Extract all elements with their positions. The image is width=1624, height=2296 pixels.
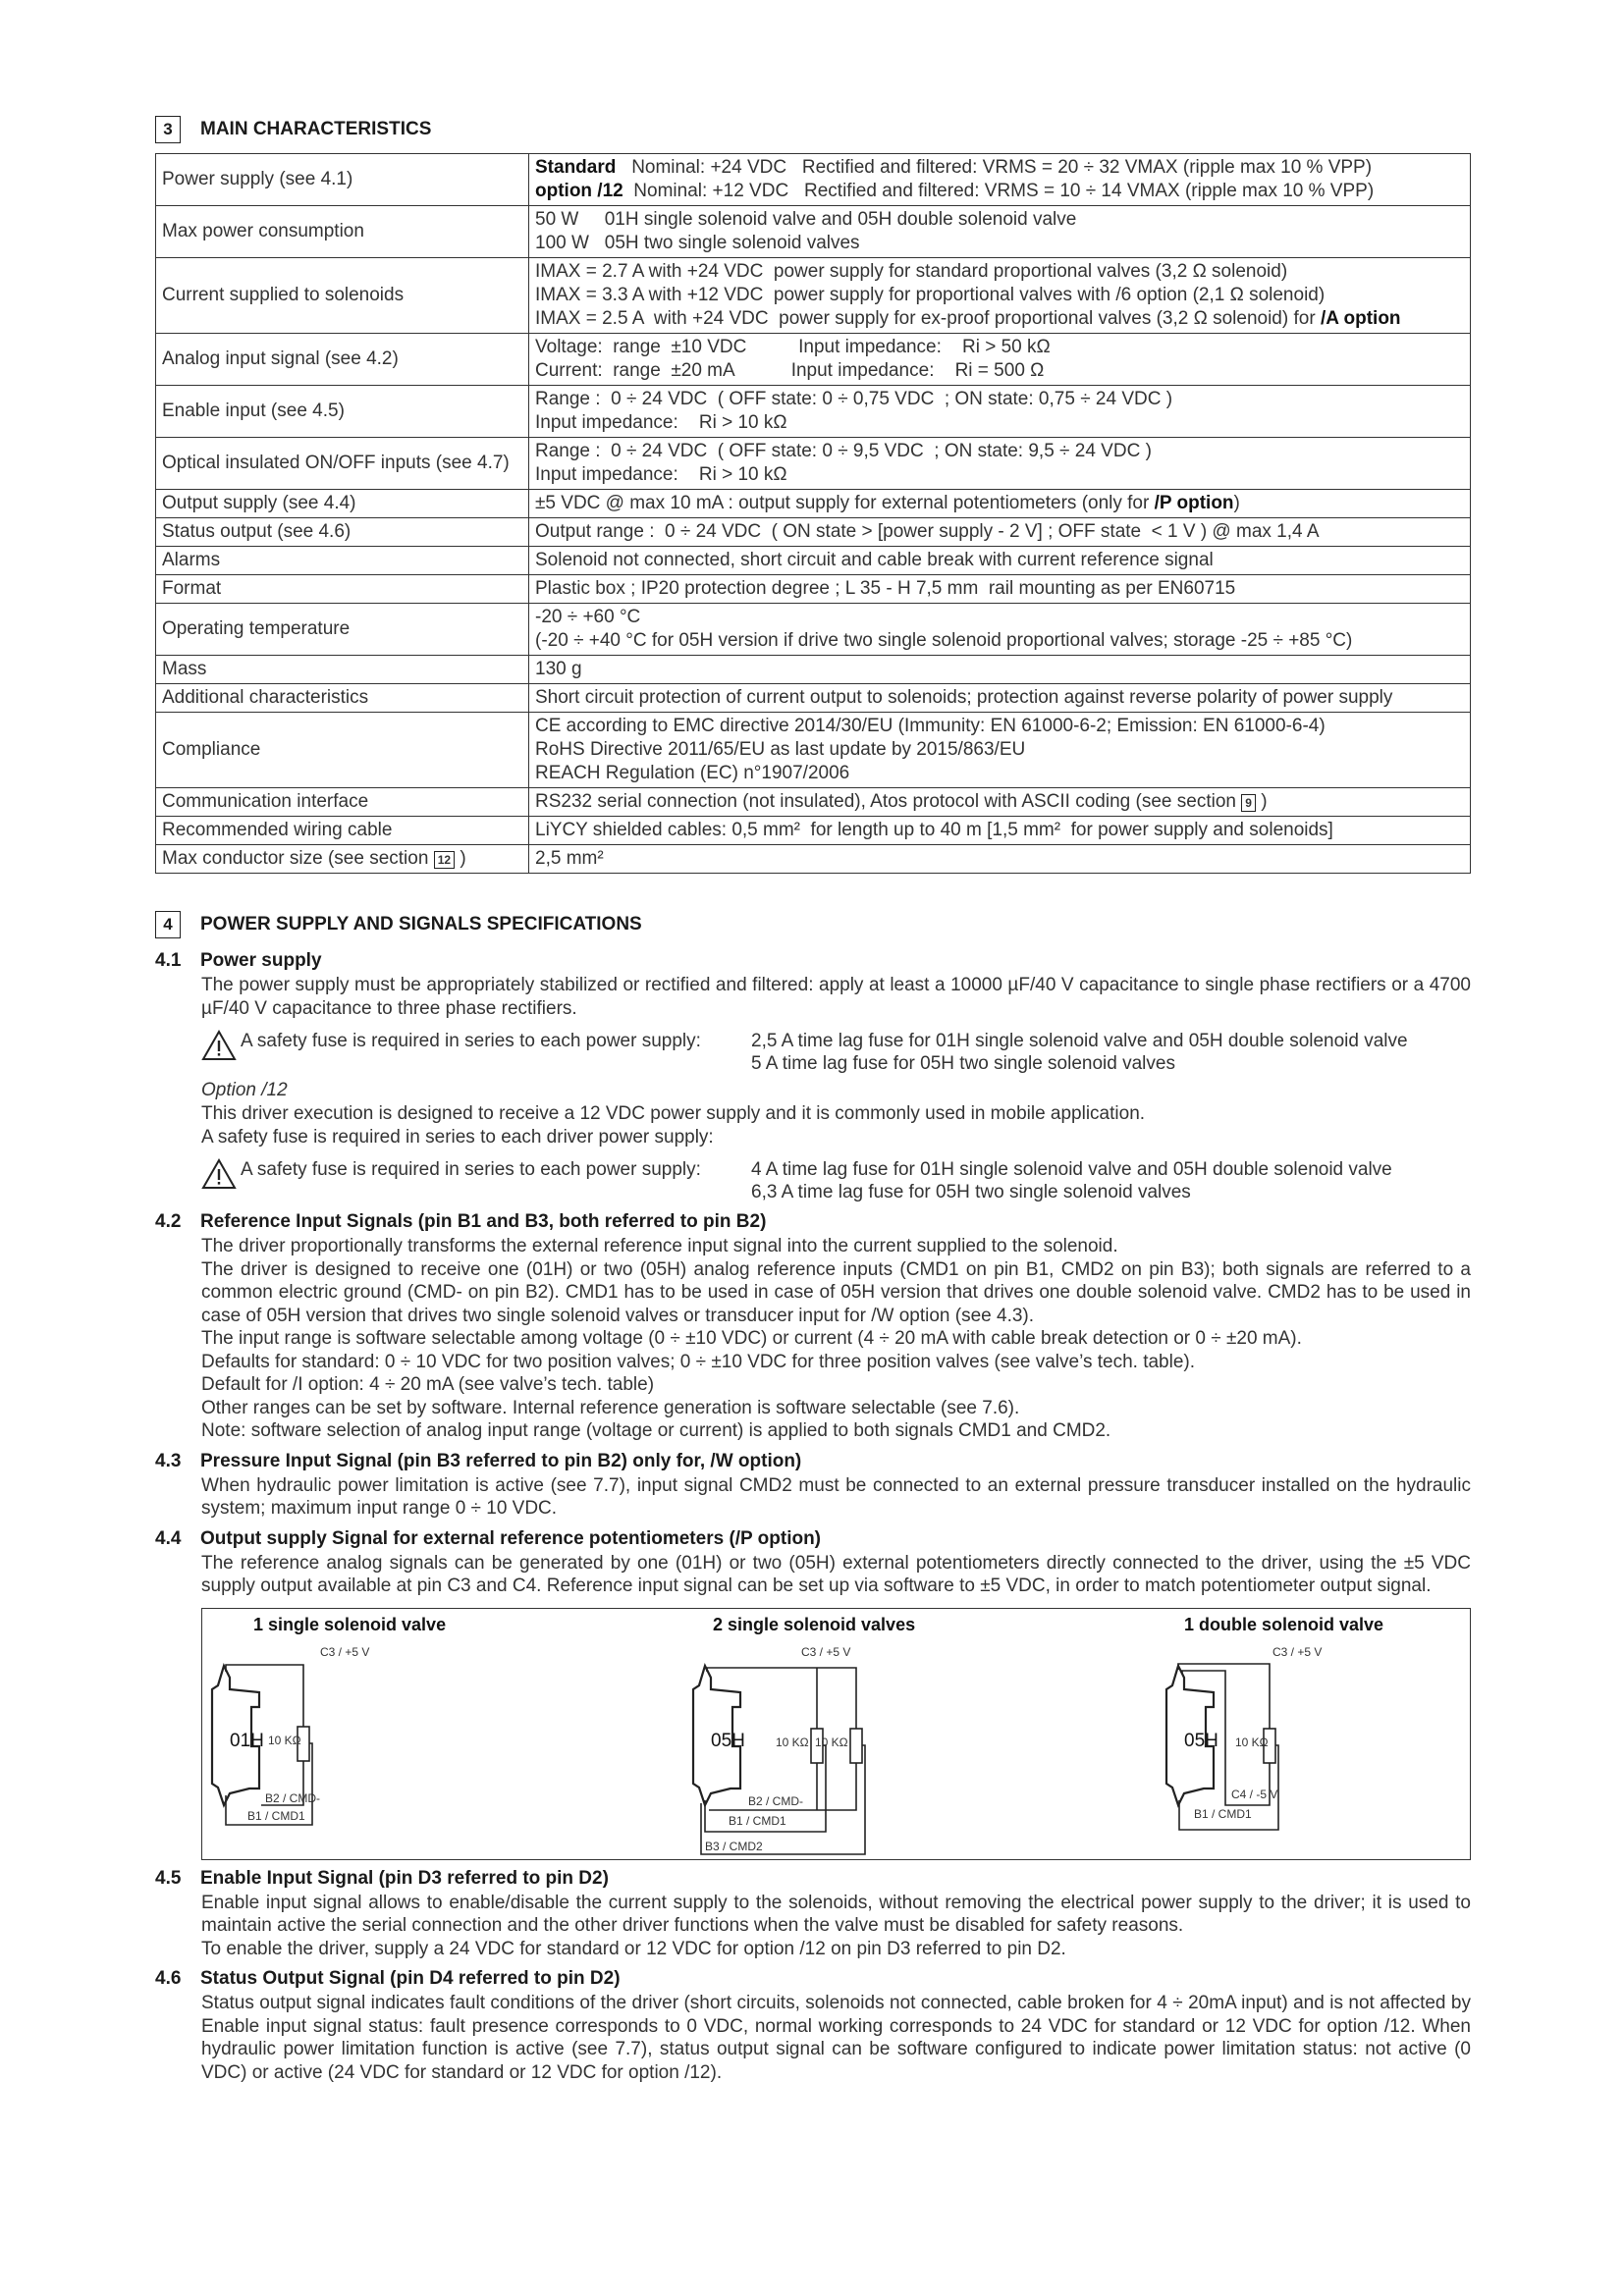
value-text: 2,5 mm² xyxy=(535,848,604,869)
row-label xyxy=(156,547,529,575)
row-label xyxy=(156,656,529,684)
fuse-warning xyxy=(201,1158,1471,1203)
subsection-number: 4.2 xyxy=(155,1211,182,1232)
subsection-number: 4.6 xyxy=(155,1968,182,1989)
paragraph: Other ranges can be set by software. Internal reference generation is software selectable (see 7.6). xyxy=(201,1397,1020,1418)
diagram-two-single-valves xyxy=(693,1615,915,1854)
pin-label: B1 / CMD1 xyxy=(1194,1806,1252,1821)
row-value xyxy=(529,713,1471,788)
value-line xyxy=(535,336,1464,359)
paragraph: The reference analog signals can be generated by one (01H) or two (05H) external potentiometers directly connected to the driver, using the ±5 VDC supply output available at pin C3 and C4. Reference input signal can be set up via software to ±5 VDC, in order to match potentiometer output signal. xyxy=(201,1552,1471,1596)
paragraph: The driver is designed to receive one (01H) or two (05H) analog reference inputs (CMD1 on pin B1, CMD2 on pin B3); both signals are referred to a common electric ground (CMD- on pin B2). CMD1 has to be used in case of 05H version that drives one double solenoid valve. CMD2 has to be used in case of 05H version that drives two single solenoid valves or transducer input for /W option (see 4.3). xyxy=(201,1258,1471,1326)
value-line xyxy=(535,208,1464,232)
label-text: Status output (see 4.6) xyxy=(162,521,352,542)
row-label xyxy=(156,684,529,713)
warning-icon xyxy=(201,1158,241,1203)
value-text: 50 W 01H single solenoid valve and 05H double solenoid valve xyxy=(535,209,1077,230)
subsection-title: Pressure Input Signal (pin B3 referred to pin B2) only for, /W option) xyxy=(200,1450,802,1471)
row-value xyxy=(529,386,1471,438)
label-text: Max conductor size (see section xyxy=(162,848,434,869)
row-value xyxy=(529,547,1471,575)
label-text: Alarms xyxy=(162,550,221,570)
subsection-title: Reference Input Signals (pin B1 and B3, both referred to pin B2) xyxy=(200,1211,767,1232)
driver-model: 05H xyxy=(1184,1730,1218,1751)
row-value xyxy=(529,154,1471,206)
pin-label: B2 / CMD- xyxy=(748,1793,804,1808)
value-text: CE according to EMC directive 2014/30/EU (Immunity: EN 61000-6-2; Emission: EN 61000-6-4) xyxy=(535,716,1326,736)
value-text: IMAX = 2.7 A with +24 VDC power supply for standard proportional valves (3,2 Ω solenoid) xyxy=(535,261,1288,282)
section-3-heading xyxy=(155,116,1471,143)
value-text: (-20 ÷ +40 °C for 05H version if drive two single solenoid proportional valves; storage -25 ÷ +85 °C) xyxy=(535,630,1353,651)
label-text: ) xyxy=(455,848,466,869)
fuse-line: 6,3 A time lag fuse for 05H two single solenoid valves xyxy=(751,1182,1191,1202)
pin-label: B3 / CMD2 xyxy=(705,1839,763,1853)
label-text: Optical insulated ON/OFF inputs (see 4.7) xyxy=(162,453,510,473)
row-value xyxy=(529,684,1471,713)
value-bold: /A option xyxy=(1320,308,1401,329)
value-text: ) xyxy=(1233,493,1240,513)
value-line xyxy=(535,658,1464,681)
value-text: Range : 0 ÷ 24 VDC ( OFF state: 0 ÷ 0,75 VDC ; ON state: 0,75 ÷ 24 VDC ) xyxy=(535,389,1173,409)
fuse-warning xyxy=(201,1030,1471,1075)
value-text: REACH Regulation (EC) n°1907/2006 xyxy=(535,763,850,783)
datasheet-page xyxy=(155,116,1471,2084)
value-text: RS232 serial connection (not insulated), Atos protocol with ASCII coding (see section xyxy=(535,791,1242,812)
paragraph: Defaults for standard: 0 ÷ 10 VDC for two position valves; 0 ÷ ±10 VDC for three position valves (see valve’s tech. table). xyxy=(201,1351,1196,1372)
value-bold: Standard xyxy=(535,157,617,178)
paragraph: A safety fuse is required in series to each driver power supply: xyxy=(201,1126,714,1148)
paragraph: The power supply must be appropriately stabilized or rectified and filtered: apply at least a 10000 µF/40 V capacitance to single phase rectifiers or a 4700 µF/40 V capacitance to three phase rectifiers. xyxy=(201,975,1471,1019)
fuse-line: 5 A time lag fuse for 05H two single solenoid valves xyxy=(751,1053,1175,1074)
subsection-4-4 xyxy=(155,1526,1471,1860)
value-text: Current: range ±20 mA Input impedance: Ri = 500 Ω xyxy=(535,360,1045,381)
row-value xyxy=(529,518,1471,547)
row-label xyxy=(156,817,529,845)
value-text: Short circuit protection of current output to solenoids; protection against reverse polarity of power supply xyxy=(535,687,1393,708)
row-value xyxy=(529,575,1471,604)
subsection-4-3 xyxy=(155,1449,1471,1521)
value-bold: option /12 xyxy=(535,181,623,201)
value-line xyxy=(535,629,1464,653)
row-label xyxy=(156,334,529,386)
value-line xyxy=(535,180,1464,203)
label-text: Analog input signal (see 4.2) xyxy=(162,348,399,369)
value-line xyxy=(535,411,1464,435)
row-label xyxy=(156,154,529,206)
label-text: Additional characteristics xyxy=(162,687,369,708)
value-text: RoHS Directive 2011/65/EU as last update by 2015/863/EU xyxy=(535,739,1026,760)
row-label xyxy=(156,575,529,604)
diagram-title: 2 single solenoid valves xyxy=(713,1614,916,1634)
row-label xyxy=(156,713,529,788)
row-label xyxy=(156,518,529,547)
section-ref-link[interactable]: 9 xyxy=(1241,794,1256,812)
subsection-4-2 xyxy=(155,1209,1471,1443)
subsection-title: Status Output Signal (pin D4 referred to pin D2) xyxy=(200,1968,621,1989)
paragraph: Enable input signal allows to enable/disable the current supply to the solenoids, without removing the electrical power supply to the driver; it is used to maintain active the serial connection and the other driver functions when the valve must be disabled for safety reasons. xyxy=(201,1892,1471,1936)
fuse-line: 2,5 A time lag fuse for 01H single solenoid valve and 05H double solenoid valve xyxy=(751,1031,1408,1051)
fuse-line: 4 A time lag fuse for 01H single solenoid valve and 05H double solenoid valve xyxy=(751,1159,1392,1180)
value-line xyxy=(535,284,1464,307)
row-value xyxy=(529,604,1471,656)
potentiometer-wiring-diagram xyxy=(201,1608,1471,1860)
subsection-number: 4.3 xyxy=(155,1450,182,1471)
value-line xyxy=(535,232,1464,255)
driver-model: 05H xyxy=(711,1730,745,1751)
value-line xyxy=(535,606,1464,629)
section-4-heading xyxy=(155,911,1471,938)
diagram-double-valve xyxy=(1166,1615,1383,1830)
value-text: Plastic box ; IP20 protection degree ; L 35 - H 7,5 mm rail mounting as per EN60715 xyxy=(535,578,1236,599)
label-text: Compliance xyxy=(162,739,261,760)
value-line xyxy=(535,686,1464,710)
value-text: ±5 VDC @ max 10 mA : output supply for external potentiometers (only for xyxy=(535,493,1155,513)
value-text: Nominal: +12 VDC Rectified and filtered: VRMS = 10 ÷ 14 VMAX (ripple max 10 % VPP) xyxy=(623,181,1375,201)
table-row xyxy=(156,154,1471,206)
value-line xyxy=(535,492,1464,515)
value-line xyxy=(535,359,1464,383)
value-line xyxy=(535,520,1464,544)
subsection-number: 4.5 xyxy=(155,1867,182,1889)
value-text: Voltage: range ±10 VDC Input impedance: Ri > 50 kΩ xyxy=(535,337,1051,357)
label-text: Enable input (see 4.5) xyxy=(162,400,345,421)
table-row xyxy=(156,788,1471,817)
table-row xyxy=(156,575,1471,604)
row-label xyxy=(156,206,529,258)
table-row xyxy=(156,656,1471,684)
table-row xyxy=(156,386,1471,438)
label-text: Mass xyxy=(162,659,207,679)
pin-label: C3 / +5 V xyxy=(320,1644,370,1659)
value-text: ) xyxy=(1255,791,1268,812)
value-text: IMAX = 2.5 A with +24 VDC power supply for ex-proof proportional valves (3,2 Ω solenoid) for xyxy=(535,308,1321,329)
warning-text: A safety fuse is required in series to each power supply: xyxy=(241,1031,701,1051)
row-value xyxy=(529,258,1471,334)
value-bold: /P option xyxy=(1154,493,1234,513)
value-text: -20 ÷ +60 °C xyxy=(535,607,641,627)
diagram-title: 1 double solenoid valve xyxy=(1184,1614,1384,1634)
value-text: 100 W 05H two single solenoid valves xyxy=(535,233,860,253)
section-title: POWER SUPPLY AND SIGNALS SPECIFICATIONS xyxy=(200,914,642,934)
paragraph: The driver proportionally transforms the external reference input signal into the current supplied to the solenoid. xyxy=(201,1236,1118,1256)
value-line xyxy=(535,577,1464,601)
value-line xyxy=(535,715,1464,738)
label-text: Operating temperature xyxy=(162,618,351,639)
value-text: Nominal: +24 VDC Rectified and filtered: VRMS = 20 ÷ 32 VMAX (ripple max 10 % VPP) xyxy=(616,157,1373,178)
paragraph: Default for /I option: 4 ÷ 20 mA (see valve’s tech. table) xyxy=(201,1374,655,1395)
value-line xyxy=(535,463,1464,487)
value-line xyxy=(535,847,1464,871)
label-text: Current supplied to solenoids xyxy=(162,285,405,305)
table-row xyxy=(156,490,1471,518)
subsection-title: Enable Input Signal (pin D3 referred to pin D2) xyxy=(200,1867,609,1889)
value-text: Solenoid not connected, short circuit and cable break with current reference signal xyxy=(535,550,1214,570)
label-text: Power supply (see 4.1) xyxy=(162,169,353,189)
value-text: Range : 0 ÷ 24 VDC ( OFF state: 0 ÷ 9,5 VDC ; ON state: 9,5 ÷ 24 VDC ) xyxy=(535,441,1152,461)
pin-label: B1 / CMD1 xyxy=(729,1813,786,1828)
value-text: Input impedance: Ri > 10 kΩ xyxy=(535,412,787,433)
potentiometer-label: 10 KΩ xyxy=(1235,1735,1269,1749)
value-line xyxy=(535,819,1464,842)
driver-model: 01H xyxy=(230,1730,264,1751)
potentiometer-label: 10 KΩ xyxy=(776,1735,809,1749)
pin-label: C3 / +5 V xyxy=(801,1644,851,1659)
row-value xyxy=(529,206,1471,258)
section-number: 4 xyxy=(155,911,181,938)
row-label xyxy=(156,604,529,656)
subsection-4-1 xyxy=(155,948,1471,1203)
potentiometer-label: 10 KΩ xyxy=(268,1733,301,1747)
table-row xyxy=(156,817,1471,845)
label-text: Recommended wiring cable xyxy=(162,820,393,840)
subsection-number: 4.4 xyxy=(155,1527,182,1549)
table-row xyxy=(156,206,1471,258)
value-text: Output range : 0 ÷ 24 VDC ( ON state > [power supply - 2 V] ; OFF state < 1 V ) @ max 1,4 A xyxy=(535,521,1320,542)
table-row xyxy=(156,547,1471,575)
value-line xyxy=(535,440,1464,463)
label-text: Output supply (see 4.4) xyxy=(162,493,356,513)
row-value xyxy=(529,845,1471,874)
row-value xyxy=(529,656,1471,684)
table-row xyxy=(156,438,1471,490)
subsection-4-5 xyxy=(155,1866,1471,1961)
value-line xyxy=(535,790,1464,814)
option-label: Option /12 xyxy=(201,1080,288,1100)
paragraph: The input range is software selectable among voltage (0 ÷ ±10 VDC) or current (4 ÷ 20 mA with cable break detection or 0 ÷ ±20 mA). xyxy=(201,1328,1302,1349)
characteristics-table xyxy=(155,153,1471,874)
warning-icon xyxy=(201,1030,241,1075)
subsection-number: 4.1 xyxy=(155,950,182,971)
subsection-4-6 xyxy=(155,1966,1471,2084)
table-row xyxy=(156,713,1471,788)
row-label xyxy=(156,490,529,518)
pin-label: C4 / -5 V xyxy=(1231,1787,1278,1801)
section-number: 3 xyxy=(155,116,181,143)
paragraph: To enable the driver, supply a 24 VDC for standard or 12 VDC for option /12 on pin D3 referred to pin D2. xyxy=(201,1938,1066,1959)
value-text: IMAX = 3.3 A with +12 VDC power supply for proportional valves with /6 option (2,1 Ω solenoid) xyxy=(535,285,1326,305)
potentiometer-label: 10 KΩ xyxy=(815,1735,848,1749)
table-row xyxy=(156,518,1471,547)
value-text: 130 g xyxy=(535,659,582,679)
table-row xyxy=(156,258,1471,334)
row-value xyxy=(529,490,1471,518)
value-line xyxy=(535,156,1464,180)
value-line xyxy=(535,388,1464,411)
value-line xyxy=(535,307,1464,331)
paragraph: When hydraulic power limitation is active (see 7.7), input signal CMD2 must be connected to an external pressure transducer installed on the hydraulic system; maximum input range 0 ÷ 10 VDC. xyxy=(201,1474,1471,1519)
paragraph: Note: software selection of analog input range (voltage or current) is applied to both signals CMD1 and CMD2. xyxy=(201,1420,1111,1441)
section-ref-link[interactable]: 12 xyxy=(434,851,455,869)
row-label xyxy=(156,845,529,874)
row-label xyxy=(156,386,529,438)
table-row xyxy=(156,845,1471,874)
row-value xyxy=(529,334,1471,386)
value-line xyxy=(535,549,1464,572)
diagram-title: 1 single solenoid valve xyxy=(253,1614,447,1634)
table-row xyxy=(156,684,1471,713)
value-text: Input impedance: Ri > 10 kΩ xyxy=(535,464,787,485)
row-value xyxy=(529,817,1471,845)
pin-label: C3 / +5 V xyxy=(1272,1644,1323,1659)
subsection-title: Power supply xyxy=(200,950,322,971)
value-line xyxy=(535,738,1464,762)
paragraph: Status output signal indicates fault conditions of the driver (short circuits, solenoids not connected, cable broken for 4 ÷ 20mA input) and is not affected by Enable input signal status: fault presence corresponds to 0 VDC, normal working corresponds to 24 VDC for standard or 12 VDC for option /12. When hydraulic power limitation function is active (see 7.7), status output signal can be software configured to indicate power limitation status: not active (0 VDC) or active (24 VDC for standard or 12 VDC for option /12). xyxy=(201,1993,1471,2083)
pin-label: B1 / CMD1 xyxy=(247,1808,305,1823)
row-label xyxy=(156,258,529,334)
section-title: MAIN CHARACTERISTICS xyxy=(200,119,432,139)
label-text: Communication interface xyxy=(162,791,369,812)
value-line xyxy=(535,260,1464,284)
warning-text: A safety fuse is required in series to each power supply: xyxy=(241,1159,701,1180)
label-text: Max power consumption xyxy=(162,221,364,241)
paragraph: This driver execution is designed to receive a 12 VDC power supply and it is commonly used in mobile application. xyxy=(201,1103,1146,1124)
table-row xyxy=(156,604,1471,656)
value-text: LiYCY shielded cables: 0,5 mm² for length up to 40 m [1,5 mm² for power supply and solenoids] xyxy=(535,820,1333,840)
pin-label: B2 / CMD- xyxy=(265,1790,321,1805)
row-label xyxy=(156,438,529,490)
row-value xyxy=(529,438,1471,490)
label-text: Format xyxy=(162,578,222,599)
subsection-title: Output supply Signal for external reference potentiometers (/P option) xyxy=(200,1527,822,1549)
table-row xyxy=(156,334,1471,386)
row-value xyxy=(529,788,1471,817)
diagram-single-valve xyxy=(212,1615,446,1825)
value-line xyxy=(535,762,1464,785)
row-label xyxy=(156,788,529,817)
